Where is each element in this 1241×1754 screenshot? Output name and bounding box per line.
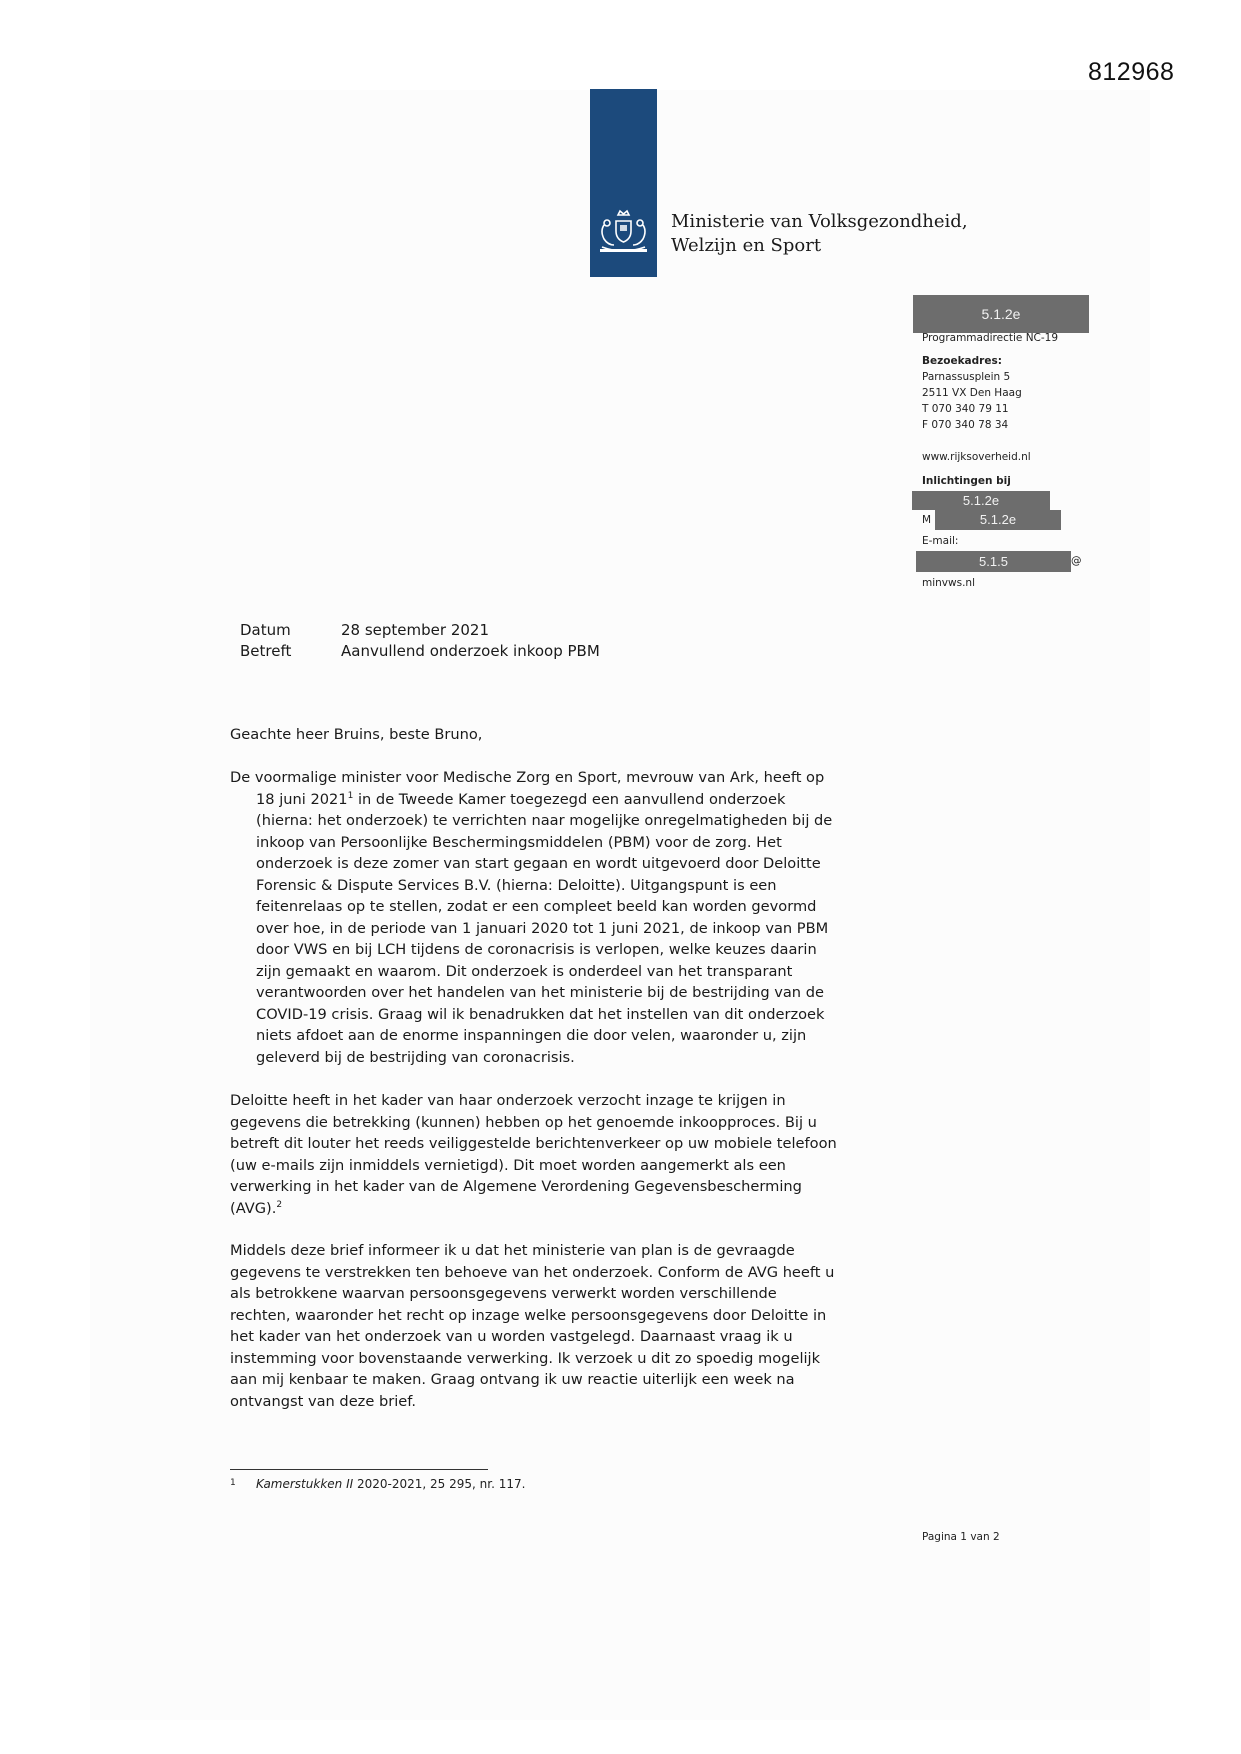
fax-number: F 070 340 78 34 (922, 419, 1009, 431)
mobile-label: M (922, 514, 932, 526)
p2-line-5: verwerking in het kader van de Algemene Verordening Gegevensbescherming (230, 1178, 802, 1195)
ministry-name (671, 210, 968, 258)
footnote-source: Kamerstukken II (256, 1477, 354, 1491)
p2-line-3: betreft dit louter het reeds veiliggestelde berichtenverkeer op uw mobiele telefoon (230, 1135, 837, 1152)
visit-address-label: Bezoekadres: (922, 355, 1002, 367)
p1-line-12: COVID-19 crisis. Graag wil ik benadrukken dat het instellen van dit onderzoek (256, 1005, 825, 1023)
paragraph-2 (230, 1090, 910, 1219)
website: www.rijksoverheid.nl (922, 451, 1031, 463)
p1-line-11: verantwoorden over het handelen van het ministerie bij de bestrijding van de (256, 984, 824, 1001)
street-address: Parnassusplein 5 (922, 371, 1011, 383)
footnote-mark: 1 (230, 1478, 236, 1488)
department: Programmadirectie NC-19 (922, 332, 1059, 344)
redacted-contact: 5.1.2e (912, 491, 1050, 510)
p3-line-5: het kader van het onderzoek van u worden vastgelegd. Daarnaast vraag ik u (230, 1328, 793, 1345)
p3-line-7: aan mij kenbaar te maken. Graag ontvang ik uw reactie uiterlijk een week na (230, 1371, 795, 1388)
subject-value: Aanvullend onderzoek inkoop PBM (341, 642, 600, 660)
p1-line-14: geleverd bij de bestrijding van coronacrisis. (256, 1048, 575, 1066)
page-indicator: Pagina 1 van 2 (922, 1531, 1000, 1543)
p1-line-2 (230, 789, 910, 811)
p3-line-1: Middels deze brief informeer ik u dat het ministerie van plan is de gevraagde (230, 1242, 795, 1259)
p1-line-13: niets afdoet aan de enorme inspanningen die door velen, waaronder u, zijn (256, 1027, 807, 1044)
phone-number: T 070 340 79 11 (922, 403, 1009, 415)
p3-line-4: rechten, waaronder het recht op inzage welke persoonsgegevens door Deloitte in (230, 1306, 827, 1324)
salutation: Geachte heer Bruins, beste Bruno, (230, 726, 483, 743)
p3-line-2: gegevens te verstrekken ten behoeve van het onderzoek. Conform de AVG heeft u (230, 1263, 835, 1281)
p1-line-10: zijn gemaakt en waarom. Dit onderzoek is onderdeel van het transparant (256, 962, 793, 980)
p1-line-9: door VWS en bij LCH tijdens de coronacrisis is verlopen, welke keuzes daarin (256, 941, 817, 958)
p3-line-8: ontvangst van deze brief. (230, 1392, 416, 1410)
p1-line-1: De voormalige minister voor Medische Zorg en Sport, mevrouw van Ark, heeft op (230, 769, 825, 786)
footnote (230, 1477, 525, 1491)
logo-bar (590, 89, 657, 277)
info-label: Inlichtingen bij (922, 475, 1011, 487)
coat-of-arms-icon (596, 207, 651, 257)
paragraph-1 (230, 767, 910, 1068)
document-number: 812968 (1088, 58, 1175, 86)
p1-line-7: feitenrelaas op te stellen, zodat er een compleet beeld kan worden gevormd (256, 898, 817, 915)
footnote-divider (230, 1469, 488, 1470)
p1-line-5: onderzoek is deze zomer van start gegaan en wordt uitgevoerd door Deloitte (256, 855, 821, 872)
p1-date: 18 juni 2021 (256, 790, 348, 808)
date-label: Datum (240, 621, 291, 639)
p2-avg: (AVG). (230, 1199, 277, 1217)
p3-line-6: instemming voor bovenstaande verwerking. Ik verzoek u dit zo spoedig mogelijk (230, 1349, 821, 1367)
p2-line-4: (uw e-mails zijn inmiddels vernietigd). Dit moet worden aangemerkt als een (230, 1156, 786, 1174)
redacted-mobile: 5.1.2e (935, 510, 1061, 530)
p1-line-6: Forensic & Dispute Services B.V. (hierna: Deloitte). Uitgangspunt is een (256, 876, 777, 894)
p1-line-2-rest: in de Tweede Kamer toegezegd een aanvullend onderzoek (353, 790, 786, 808)
p1-line-8: over hoe, in de periode van 1 januari 2020 tot 1 juni 2021, de inkoop van PBM (256, 919, 829, 937)
footnote-ref-1: 1 (347, 790, 354, 801)
ministry-name-line-1: Ministerie van Volksgezondheid, (671, 211, 968, 232)
email-domain: minvws.nl (922, 577, 975, 589)
p2-line-1: Deloitte heeft in het kader van haar onderzoek verzocht inzage te krijgen in (230, 1092, 786, 1109)
p1-line-4: inkoop van Persoonlijke Beschermingsmiddelen (PBM) voor de zorg. Het (256, 833, 782, 851)
postal-city: 2511 VX Den Haag (922, 387, 1022, 399)
subject-label: Betreft (240, 642, 292, 660)
ministry-name-line-2: Welzijn en Sport (671, 235, 822, 256)
p2-line-6 (230, 1198, 910, 1220)
p3-line-3: als betrokkene waarvan persoonsgegevens verwerkt worden verschillende (230, 1285, 777, 1302)
footnote-reference: 2020-2021, 25 295, nr. 117. (353, 1477, 526, 1491)
footnote-ref-2: 2 (276, 1199, 283, 1210)
date-value: 28 september 2021 (341, 621, 490, 639)
p1-line-3: (hierna: het onderzoek) te verrichten naar mogelijke onregelmatigheden bij de (256, 812, 833, 829)
email-label: E-mail: (922, 535, 959, 547)
paragraph-3 (230, 1240, 910, 1412)
redacted-name-top: 5.1.2e (913, 295, 1089, 333)
p2-line-2: gegevens die betrekking (kunnen) hebben op het genoemde inkoopproces. Bij u (230, 1113, 817, 1131)
redacted-email: 5.1.5 (916, 551, 1071, 572)
email-at-sign: @ (1071, 555, 1082, 567)
